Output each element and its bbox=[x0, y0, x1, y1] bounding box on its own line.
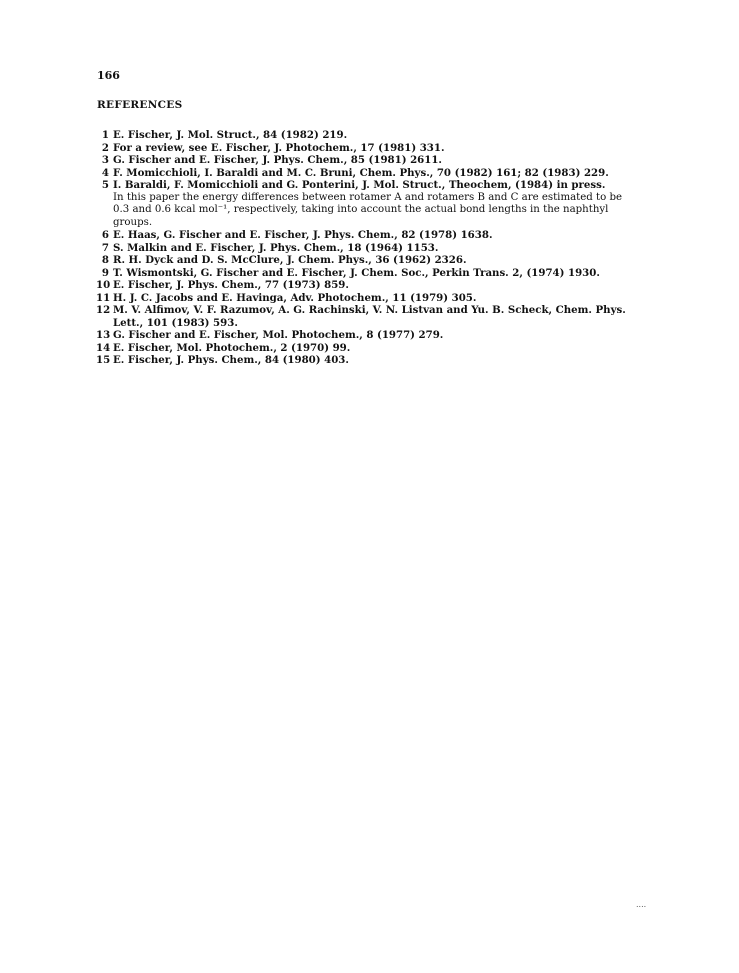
reference-number: 10 bbox=[96, 279, 111, 291]
reference-text: T. Wismontski, G. Fischer and E. Fischer, J. Chem. Soc., Perkin Trans. 2, (1974) 1930. bbox=[113, 266, 600, 279]
reference-number: 12 bbox=[96, 304, 111, 316]
reference-text-with-note bbox=[113, 179, 636, 229]
reference-number: 4 bbox=[101, 166, 109, 179]
reference-item bbox=[96, 154, 636, 167]
reference-text: E. Fischer, J. Mol. Struct., 84 (1982) 219. bbox=[113, 129, 348, 141]
reference-text: R. H. Dyck and D. S. McClure, J. Chem. Phys., 36 (1962) 2326. bbox=[113, 254, 467, 266]
corner-mark: .... bbox=[636, 900, 647, 909]
reference-text: F. Momicchioli, I. Baraldi and M. C. Bruni, Chem. Phys., 70 (1982) 161; 82 (1983) 229. bbox=[113, 166, 609, 179]
reference-item bbox=[96, 267, 636, 280]
reference-text: For a review, see E. Fischer, J. Photochem., 17 (1981) 331. bbox=[113, 141, 445, 154]
reference-text: I. Baraldi, F. Momicchioli and G. Ponterini, J. Mol. Struct., Theochem, (1984) in press. bbox=[113, 179, 606, 191]
reference-item bbox=[96, 129, 636, 142]
reference-number: 5 bbox=[101, 179, 109, 191]
page-number: 166 bbox=[97, 69, 120, 82]
reference-text: H. J. C. Jacobs and E. Havinga, Adv. Photochem., 11 (1979) 305. bbox=[113, 291, 477, 304]
reference-number: 14 bbox=[96, 341, 111, 354]
reference-list bbox=[96, 129, 636, 367]
reference-number: 6 bbox=[101, 229, 109, 241]
reference-text: E. Fischer, J. Phys. Chem., 77 (1973) 859. bbox=[113, 279, 349, 291]
reference-item bbox=[96, 292, 636, 305]
reference-item bbox=[96, 329, 636, 342]
reference-text: E. Fischer, J. Phys. Chem., 84 (1980) 403. bbox=[113, 354, 349, 366]
reference-number: 8 bbox=[101, 254, 109, 266]
reference-item bbox=[96, 254, 636, 267]
reference-item bbox=[96, 179, 636, 229]
reference-item bbox=[96, 229, 636, 242]
reference-number: 9 bbox=[101, 266, 109, 279]
reference-item bbox=[96, 142, 636, 155]
reference-item bbox=[96, 342, 636, 355]
reference-text: G. Fischer and E. Fischer, J. Phys. Chem., 85 (1981) 2611. bbox=[113, 154, 442, 166]
reference-number: 2 bbox=[101, 141, 109, 154]
reference-text: E. Fischer, Mol. Photochem., 2 (1970) 99. bbox=[113, 341, 351, 354]
reference-text: E. Haas, G. Fischer and E. Fischer, J. Phys. Chem., 82 (1978) 1638. bbox=[113, 229, 493, 241]
references-heading: REFERENCES bbox=[97, 99, 183, 111]
reference-number: 15 bbox=[96, 354, 111, 366]
reference-number: 1 bbox=[101, 129, 109, 141]
reference-item bbox=[96, 242, 636, 255]
reference-number: 13 bbox=[96, 329, 111, 341]
reference-number: 11 bbox=[96, 291, 111, 304]
reference-number: 7 bbox=[101, 241, 109, 254]
reference-item bbox=[96, 167, 636, 180]
reference-number: 3 bbox=[101, 154, 109, 166]
reference-note: In this paper the energy differences between rotamer A and rotamers B and C are estimated to be 0.3 and 0.6 kcal mol⁻¹, respectively, taking into account the actual bond lengths in the naphthyl groups. bbox=[113, 191, 623, 228]
reference-item bbox=[96, 279, 636, 292]
reference-text: S. Malkin and E. Fischer, J. Phys. Chem., 18 (1964) 1153. bbox=[113, 241, 439, 254]
reference-item bbox=[96, 304, 636, 329]
reference-text: M. V. Alfimov, V. F. Razumov, A. G. Rachinski, V. N. Listvan and Yu. B. Scheck, Chem. Phys. Lett., 101 (1983) 593. bbox=[113, 304, 626, 329]
reference-text: G. Fischer and E. Fischer, Mol. Photochem., 8 (1977) 279. bbox=[113, 329, 444, 341]
reference-item bbox=[96, 354, 636, 367]
